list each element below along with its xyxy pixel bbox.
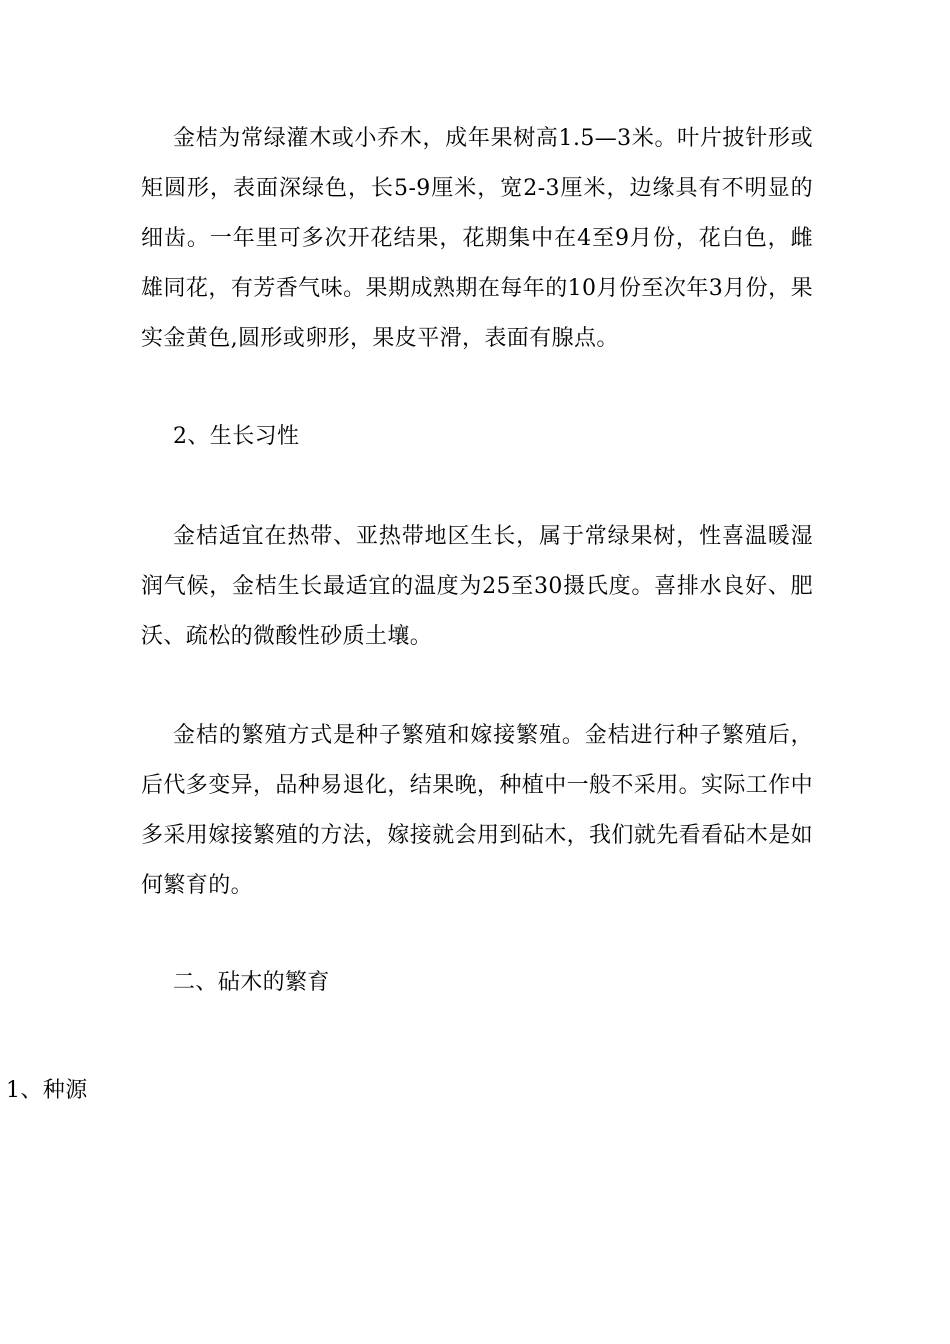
- heading-seed-source: 1、种源: [6, 1078, 88, 1103]
- paragraph-growth-conditions: 金桔适宜在热带、亚热带地区生长，属于常绿果树，性喜温暖湿润气候，金桔生长最适宜的温度为25至30摄氏度。喜排水良好、肥沃、疏松的微酸性砂质土壤。: [141, 524, 813, 649]
- paragraph-propagation: 金桔的繁殖方式是种子繁殖和嫁接繁殖。金桔进行种子繁殖后，后代多变异，品种易退化，结果晚，种植中一般不采用。实际工作中多采用嫁接繁殖的方法，嫁接就会用到砧木，我们就先看看砧木是如何繁育的。: [141, 723, 814, 898]
- heading-growth-habits: 2、生长习性: [173, 424, 300, 449]
- heading-rootstock-breeding: 二、砧木的繁育: [173, 970, 330, 995]
- paragraph-description: 金桔为常绿灌木或小乔木，成年果树高1.5—3米。叶片披针形或矩圆形，表面深绿色，长5-9厘米，宽2-3厘米，边缘具有不明显的细齿。一年里可多次开花结果，花期集中在4至9月份，花白色，雌雄同花，有芳香气味。果期成熟期在每年的10月份至次年3月份，果实金黄色,圆形或卵形，果皮平滑，表面有腺点。: [141, 126, 813, 351]
